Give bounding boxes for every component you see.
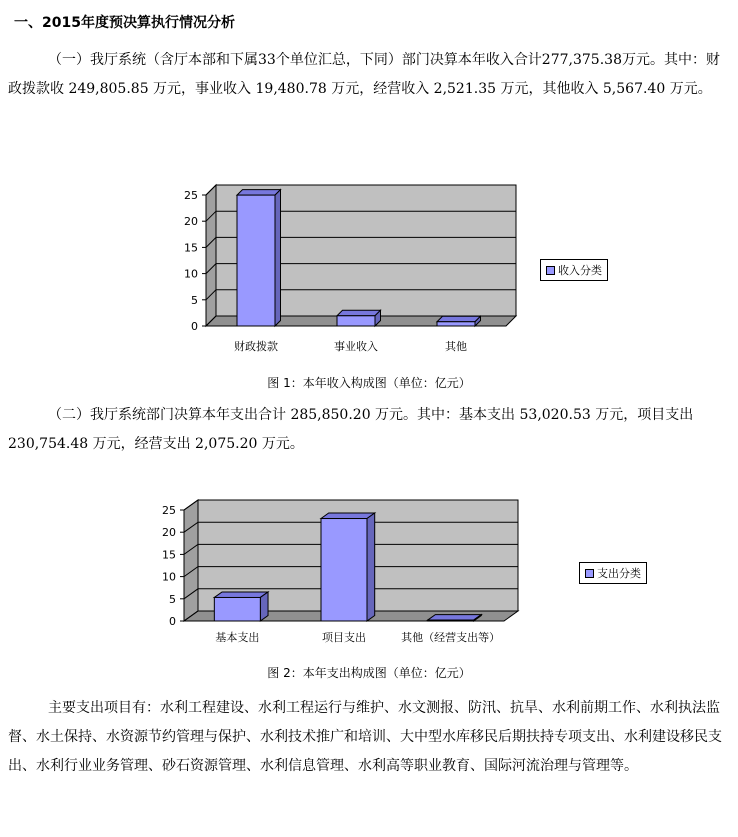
section-heading: 一、2015年度预决算执行情况分析	[14, 15, 235, 31]
legend-label: 支出分类	[597, 567, 641, 580]
bar	[237, 195, 275, 326]
y-tick-label: 15	[162, 548, 176, 562]
expenditure-legend	[579, 562, 647, 584]
y-tick-label: 10	[184, 267, 198, 281]
expenditure-paragraph: （二）我厅系统部门决算本年支出合计 285,850.20 万元。其中：基本支出 53,020.53 万元，项目支出 230,754.48 万元，经营支出 2,075.20 万元。	[8, 407, 694, 452]
expenditure-bar-chart	[150, 496, 550, 654]
y-tick-label: 15	[184, 241, 198, 255]
y-tick-label: 25	[162, 504, 176, 517]
income-paragraph: （一）我厅系统（含厅本部和下属33个单位汇总，下同）部门决算本年收入合计277,375.38万元。其中：财政拨款收 249,805.85 万元，事业收入 19,480.78 万元，经营收入 2,521.35 万元，其他收入 5,567.40 万元。	[8, 52, 720, 97]
bar	[437, 322, 475, 326]
bar	[337, 316, 375, 326]
x-tick-label: 财政拨款	[234, 340, 278, 353]
income-legend	[540, 259, 608, 281]
income-chart-caption: 图 1：本年收入构成图（单位：亿元）	[267, 376, 471, 390]
legend-label: 收入分类	[558, 264, 602, 277]
income-bar-chart	[170, 180, 550, 360]
bar-side	[260, 592, 268, 621]
x-tick-label: 基本支出	[215, 631, 260, 644]
y-tick-label: 20	[184, 215, 198, 229]
bar-side	[367, 513, 375, 621]
x-tick-label: 事业收入	[334, 340, 378, 353]
bar	[321, 519, 367, 621]
y-tick-label: 5	[169, 592, 176, 606]
bar-side	[275, 190, 281, 326]
y-tick-label: 10	[162, 570, 176, 584]
x-tick-label: 项目支出	[322, 631, 366, 644]
bar	[214, 597, 260, 621]
bar-top	[237, 190, 281, 196]
legend-swatch	[585, 569, 594, 578]
major-expenditure-paragraph: 主要支出项目有：水利工程建设、水利工程运行与维护、水文测报、防汛、抗旱、水利前期工作、水利执法监督、水土保持、水资源节约管理与保护、水利技术推广和培训、大中型水库移民后期扶持专项支出、水利建设移民支出、水利行业业务管理、砂石资源管理、水利信息管理、水利高等职业教育、国际河流治理与管理等。	[8, 700, 722, 774]
legend-swatch	[546, 266, 555, 275]
y-tick-label: 20	[162, 526, 176, 540]
bar-top	[337, 310, 381, 316]
expenditure-chart-caption: 图 2：本年支出构成图（单位：亿元）	[267, 666, 471, 680]
y-tick-label: 0	[191, 320, 198, 333]
bar-top	[428, 615, 482, 621]
y-tick-label: 0	[169, 615, 176, 628]
bar-top	[214, 592, 268, 598]
x-tick-label: 其他	[445, 340, 467, 353]
y-tick-label: 5	[191, 293, 198, 307]
y-tick-label: 25	[184, 189, 198, 202]
bar-top	[437, 316, 481, 322]
plot-side-wall	[206, 185, 216, 326]
bar-top	[321, 513, 375, 519]
bar	[428, 620, 474, 621]
x-tick-label: 其他（经营支出等）	[401, 631, 501, 644]
plot-side-wall	[184, 500, 198, 621]
